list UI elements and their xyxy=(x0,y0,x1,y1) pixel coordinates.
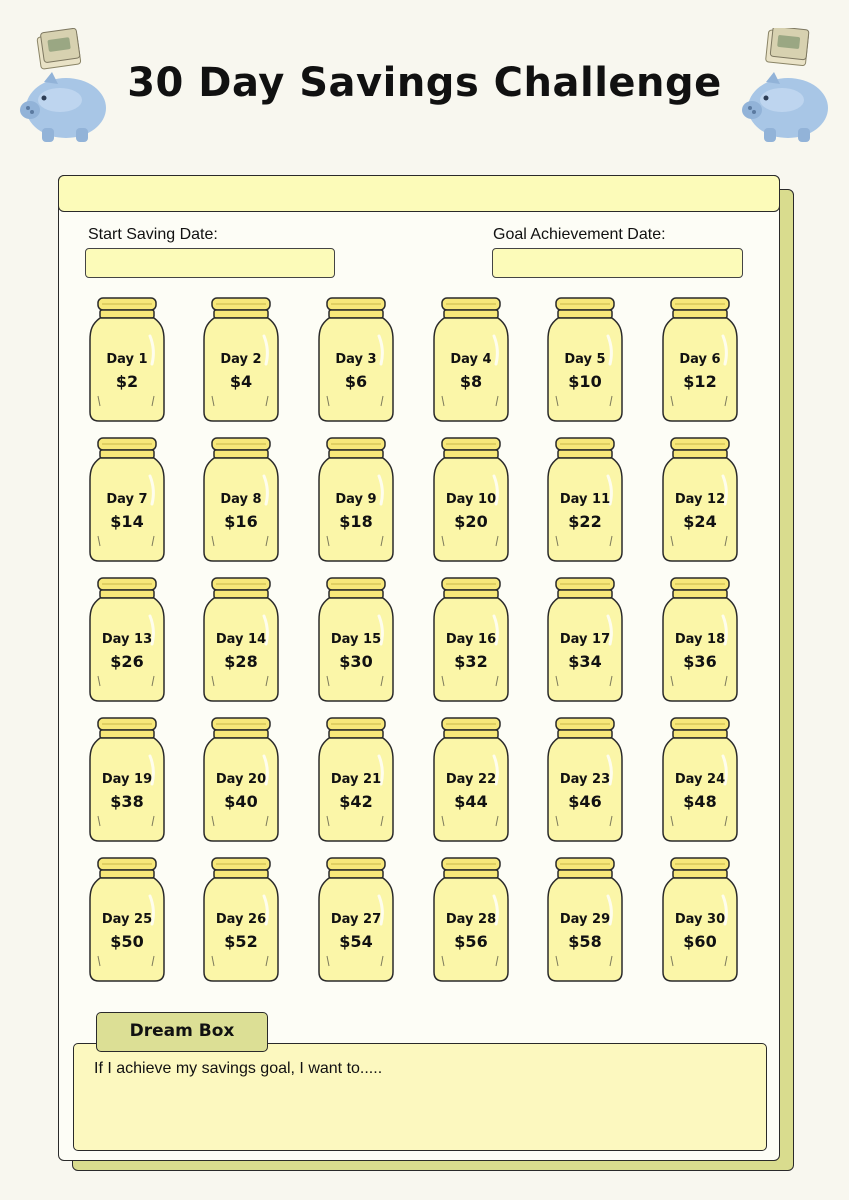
piggy-bank-icon xyxy=(738,28,838,143)
jar-amount-label: $42 xyxy=(339,792,373,811)
jar-day-label: Day 11 xyxy=(559,492,611,507)
jar-amount-label: $2 xyxy=(115,372,139,391)
jar-day-label: Day 21 xyxy=(330,772,382,787)
jar-amount-label: $56 xyxy=(454,932,488,951)
jar-amount-label: $22 xyxy=(568,512,602,531)
jar-day-label: Day 26 xyxy=(215,912,267,927)
jar-amount-label: $44 xyxy=(454,792,488,811)
jar-day-28[interactable] xyxy=(432,856,510,982)
jar-day-label: Day 25 xyxy=(101,912,153,927)
jar-amount-label: $50 xyxy=(110,932,144,951)
jar-day-5[interactable] xyxy=(546,296,624,422)
jar-day-7[interactable] xyxy=(88,436,166,562)
jar-amount-label: $20 xyxy=(454,512,488,531)
jar-day-label: Day 18 xyxy=(674,632,726,647)
jar-day-27[interactable] xyxy=(317,856,395,982)
jar-day-label: Day 10 xyxy=(445,492,497,507)
jar-amount-label: $46 xyxy=(568,792,602,811)
jar-day-label: Day 14 xyxy=(215,632,267,647)
jar-amount-label: $26 xyxy=(110,652,144,671)
jar-day-26[interactable] xyxy=(202,856,280,982)
jar-day-label: Day 28 xyxy=(445,912,497,927)
jar-day-label: Day 9 xyxy=(335,492,377,507)
jar-day-label: Day 22 xyxy=(445,772,497,787)
jar-amount-label: $16 xyxy=(224,512,258,531)
jar-day-label: Day 17 xyxy=(559,632,611,647)
dream-box-prompt: If I achieve my savings goal, I want to..... xyxy=(94,1060,383,1077)
jar-day-label: Day 12 xyxy=(674,492,726,507)
jar-day-21[interactable] xyxy=(317,716,395,842)
jar-day-label: Day 15 xyxy=(330,632,382,647)
jar-amount-label: $30 xyxy=(339,652,373,671)
jar-day-20[interactable] xyxy=(202,716,280,842)
jar-amount-label: $34 xyxy=(568,652,602,671)
jar-day-label: Day 3 xyxy=(335,352,377,367)
jar-amount-label: $52 xyxy=(224,932,258,951)
jar-amount-label: $18 xyxy=(339,512,373,531)
jar-day-label: Day 8 xyxy=(220,492,262,507)
goal-date-field[interactable] xyxy=(492,248,743,278)
jar-amount-label: $38 xyxy=(110,792,144,811)
jar-day-15[interactable] xyxy=(317,576,395,702)
jar-day-label: Day 27 xyxy=(330,912,382,927)
jar-day-label: Day 29 xyxy=(559,912,611,927)
jar-amount-label: $60 xyxy=(683,932,717,951)
jar-amount-label: $32 xyxy=(454,652,488,671)
jar-amount-label: $40 xyxy=(224,792,258,811)
jar-day-23[interactable] xyxy=(546,716,624,842)
jar-day-label: Day 5 xyxy=(564,352,606,367)
jar-day-label: Day 1 xyxy=(106,352,148,367)
jar-day-24[interactable] xyxy=(661,716,739,842)
jar-amount-label: $10 xyxy=(568,372,602,391)
jar-day-8[interactable] xyxy=(202,436,280,562)
jar-amount-label: $6 xyxy=(344,372,368,391)
jar-day-1[interactable] xyxy=(88,296,166,422)
jar-day-label: Day 13 xyxy=(101,632,153,647)
start-date-field[interactable] xyxy=(85,248,335,278)
jar-day-4[interactable] xyxy=(432,296,510,422)
jar-day-label: Day 24 xyxy=(674,772,726,787)
jar-day-label: Day 19 xyxy=(101,772,153,787)
jar-day-label: Day 7 xyxy=(106,492,148,507)
jar-day-label: Day 30 xyxy=(674,912,726,927)
jar-day-25[interactable] xyxy=(88,856,166,982)
jar-day-19[interactable] xyxy=(88,716,166,842)
jar-day-17[interactable] xyxy=(546,576,624,702)
jar-day-2[interactable] xyxy=(202,296,280,422)
jar-day-label: Day 20 xyxy=(215,772,267,787)
jar-day-9[interactable] xyxy=(317,436,395,562)
start-date-label: Start Saving Date: xyxy=(88,226,218,243)
jar-day-6[interactable] xyxy=(661,296,739,422)
jar-day-label: Day 4 xyxy=(450,352,492,367)
jar-day-11[interactable] xyxy=(546,436,624,562)
jar-day-label: Day 6 xyxy=(679,352,721,367)
jar-amount-label: $24 xyxy=(683,512,717,531)
jar-amount-label: $58 xyxy=(568,932,602,951)
jar-day-10[interactable] xyxy=(432,436,510,562)
card-header-band xyxy=(58,175,780,212)
jar-day-29[interactable] xyxy=(546,856,624,982)
jar-day-18[interactable] xyxy=(661,576,739,702)
jar-day-22[interactable] xyxy=(432,716,510,842)
jar-amount-label: $8 xyxy=(459,372,483,391)
jar-day-30[interactable] xyxy=(661,856,739,982)
jar-amount-label: $36 xyxy=(683,652,717,671)
jar-amount-label: $12 xyxy=(683,372,717,391)
jar-day-12[interactable] xyxy=(661,436,739,562)
jar-amount-label: $4 xyxy=(229,372,253,391)
page-title: 30 Day Savings Challenge xyxy=(127,60,722,106)
goal-date-label: Goal Achievement Date: xyxy=(493,226,666,243)
jar-day-label: Day 16 xyxy=(445,632,497,647)
dream-box-tab: Dream Box xyxy=(96,1012,268,1052)
jar-amount-label: $54 xyxy=(339,932,373,951)
jar-day-label: Day 2 xyxy=(220,352,262,367)
jar-amount-label: $28 xyxy=(224,652,258,671)
jar-day-3[interactable] xyxy=(317,296,395,422)
jar-amount-label: $48 xyxy=(683,792,717,811)
jar-amount-label: $14 xyxy=(110,512,144,531)
jar-day-label: Day 23 xyxy=(559,772,611,787)
jar-day-14[interactable] xyxy=(202,576,280,702)
jar-day-16[interactable] xyxy=(432,576,510,702)
jar-day-13[interactable] xyxy=(88,576,166,702)
